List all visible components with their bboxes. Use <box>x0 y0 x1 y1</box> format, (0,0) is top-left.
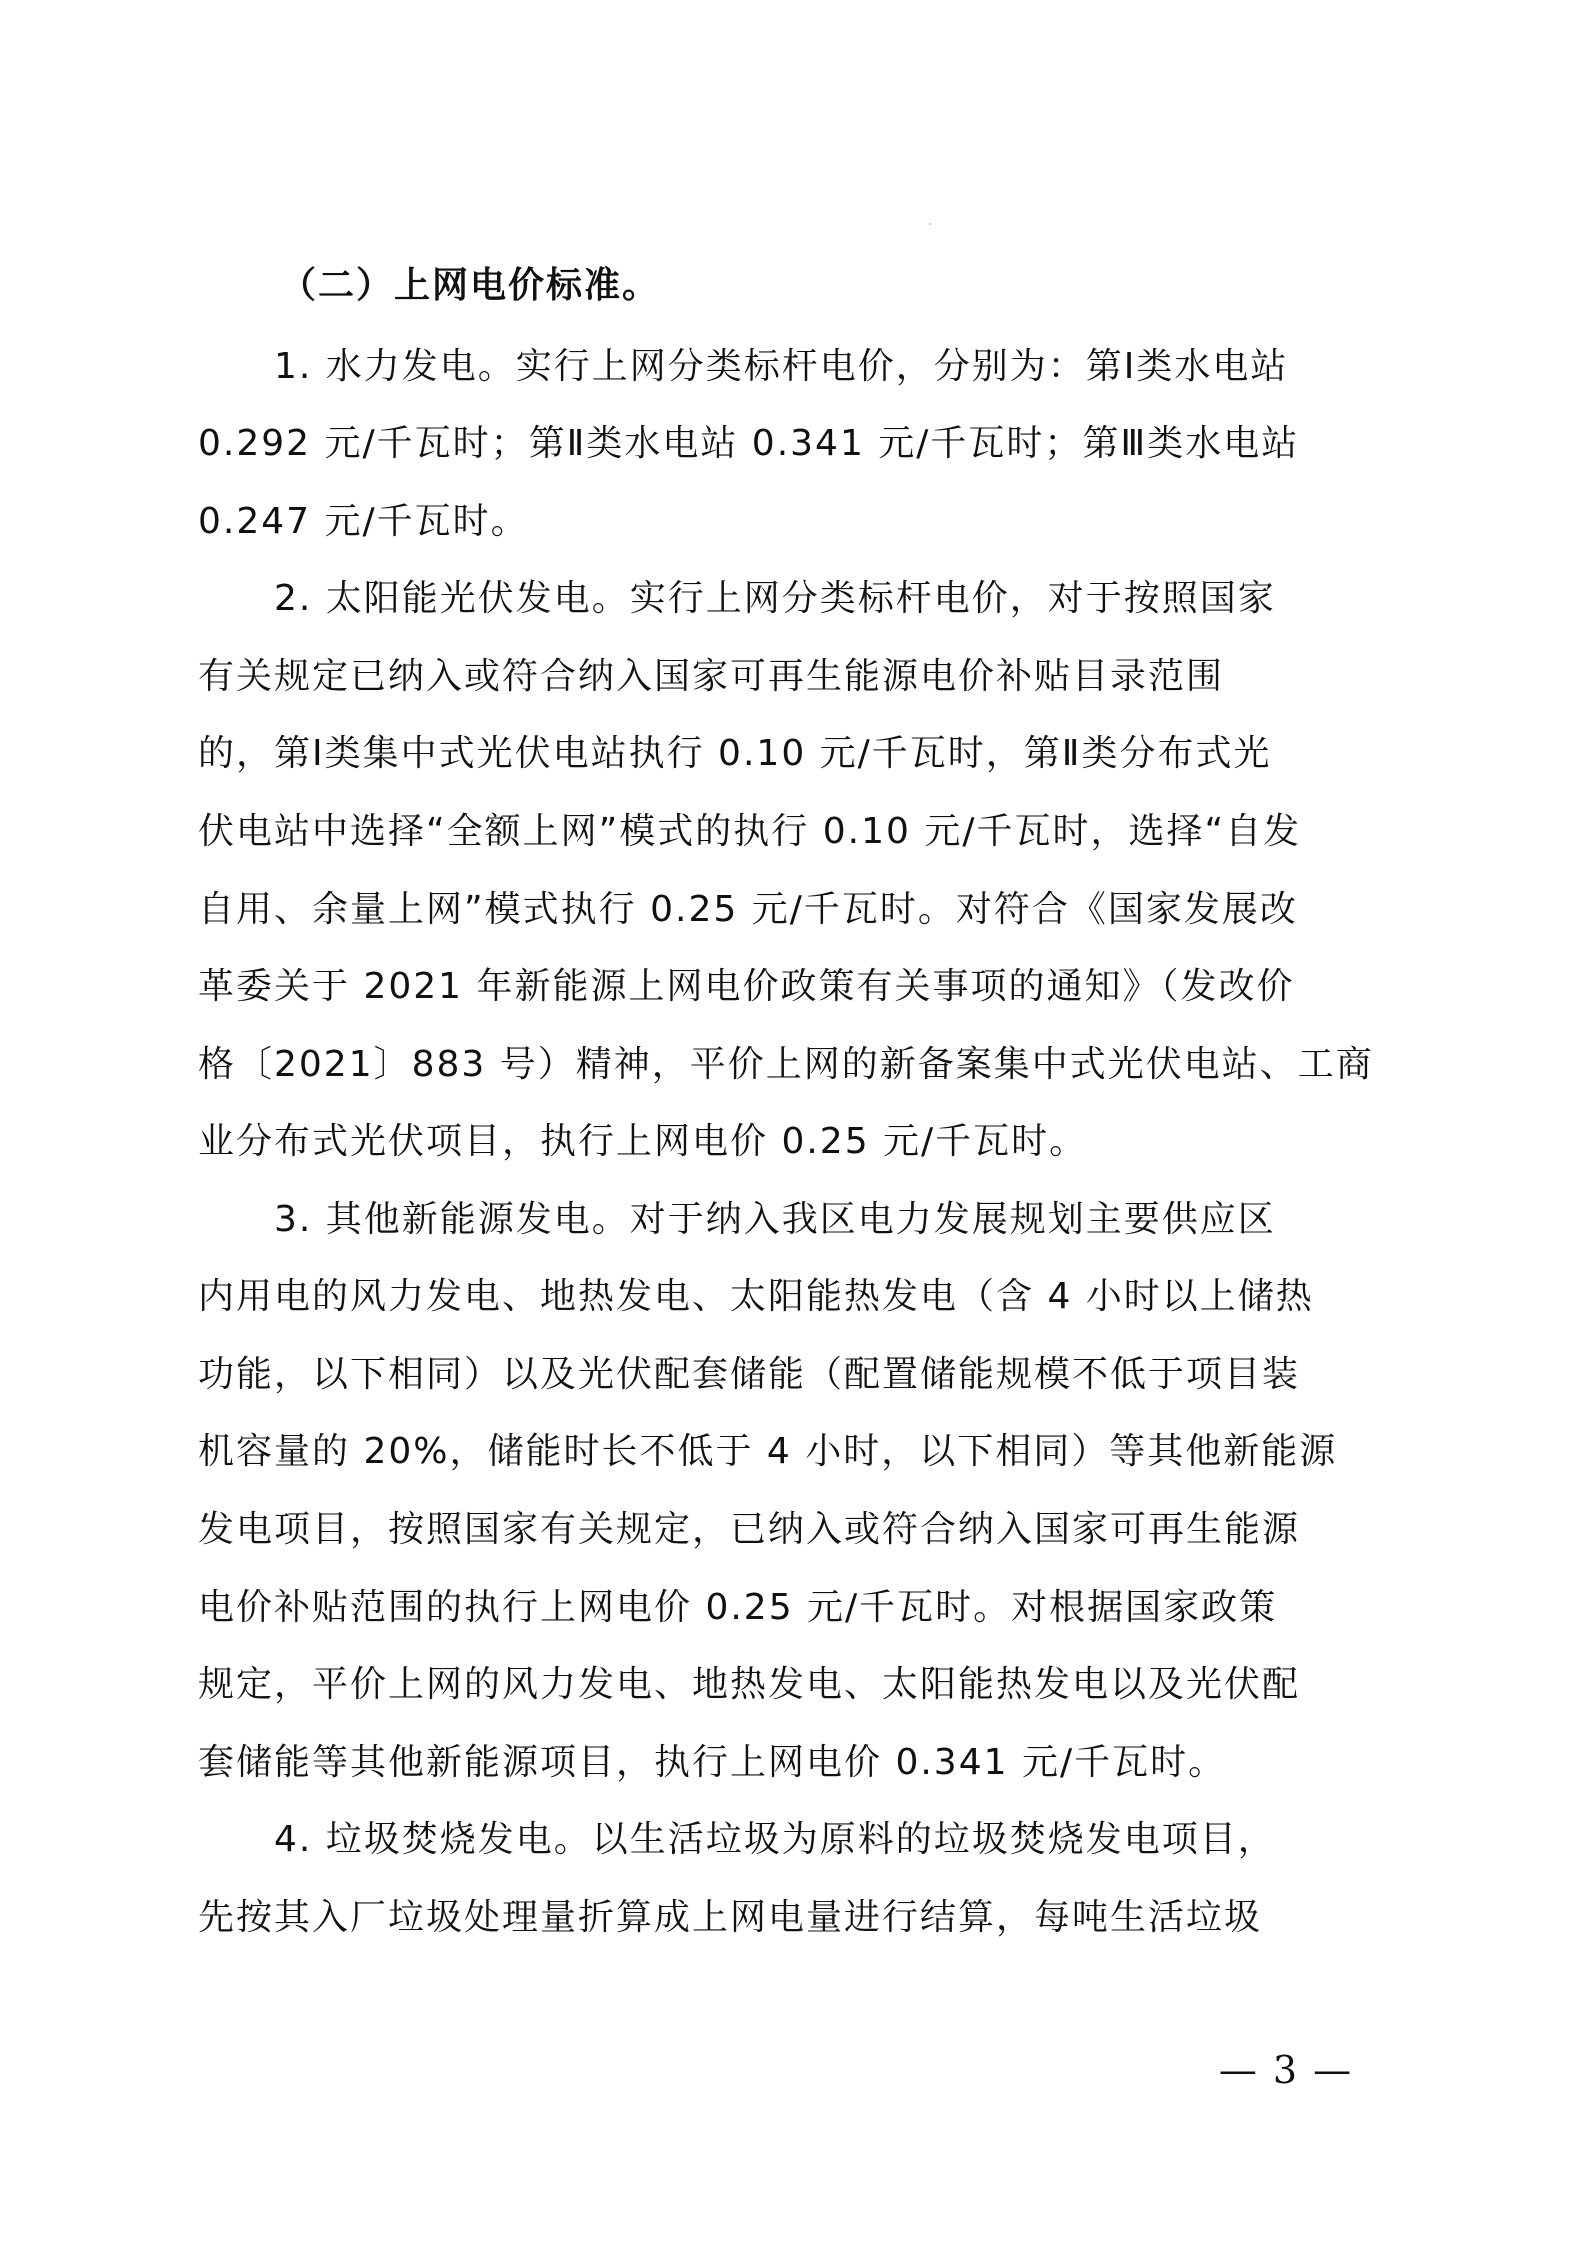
paragraph-2-line-4: 伏电站中选择“全额上网”模式的执行 0.10 元/千瓦时，选择“自发 <box>198 811 1302 852</box>
paragraph-4-line-1: 4. 垃圾焚烧发电。以生活垃圾为原料的垃圾焚烧发电项目， <box>198 1819 1276 1860</box>
scan-speck <box>929 223 931 225</box>
paragraph-3-line-6: 电价补贴范围的执行上网电价 0.25 元/千瓦时。对根据国家政策 <box>198 1587 1278 1628</box>
paragraph-2-line-2: 有关规定已纳入或符合纳入国家可再生能源电价补贴目录范围 <box>198 656 1225 697</box>
paragraph-3-line-2: 内用电的风力发电、地热发电、太阳能热发电（含 4 小时以上储热 <box>198 1276 1314 1317</box>
paragraph-1-line-2: 0.292 元/千瓦时；第Ⅱ类水电站 0.341 元/千瓦时；第Ⅲ类水电站 <box>198 423 1300 464</box>
paragraph-2-line-3: 的，第Ⅰ类集中式光伏电站执行 0.10 元/千瓦时，第Ⅱ类分布式光 <box>198 733 1272 774</box>
paragraph-2-line-8: 业分布式光伏项目，执行上网电价 0.25 元/千瓦时。 <box>198 1121 1088 1162</box>
paragraph-2-line-6: 革委关于 2021 年新能源上网电价政策有关事项的通知》（发改价 <box>198 966 1295 1007</box>
paragraph-3-line-7: 规定，平价上网的风力发电、地热发电、太阳能热发电以及光伏配 <box>198 1664 1301 1705</box>
paragraph-3-line-4: 机容量的 20%，储能时长不低于 4 小时，以下相同）等其他新能源 <box>198 1431 1338 1472</box>
paragraph-1-line-1: 1. 水力发电。实行上网分类标杆电价，分别为：第Ⅰ类水电站 <box>198 346 1289 387</box>
page-number: — 3 — <box>1218 2048 1354 2092</box>
paragraph-4-line-2: 先按其入厂垃圾处理量折算成上网电量进行结算，每吨生活垃圾 <box>198 1897 1263 1938</box>
paragraph-1-line-3: 0.247 元/千瓦时。 <box>198 501 529 542</box>
paragraph-3-line-5: 发电项目，按照国家有关规定，已纳入或符合纳入国家可再生能源 <box>198 1509 1301 1550</box>
paragraph-2-line-7: 格〔2021〕883 号）精神，平价上网的新备案集中式光伏电站、工商 <box>198 1044 1374 1085</box>
paragraph-3-line-3: 功能，以下相同）以及光伏配套储能（配置储能规模不低于项目装 <box>198 1354 1301 1395</box>
paragraph-2-line-5: 自用、余量上网”模式执行 0.25 元/千瓦时。对符合《国家发展改 <box>198 889 1298 930</box>
paragraph-3-line-1: 3. 其他新能源发电。对于纳入我区电力发展规划主要供应区 <box>198 1199 1276 1240</box>
section-heading: （二）上网电价标准。 <box>280 265 661 306</box>
paragraph-3-line-8: 套储能等其他新能源项目，执行上网电价 0.341 元/千瓦时。 <box>198 1742 1227 1783</box>
paragraph-2-line-1: 2. 太阳能光伏发电。实行上网分类标杆电价，对于按照国家 <box>198 578 1276 619</box>
